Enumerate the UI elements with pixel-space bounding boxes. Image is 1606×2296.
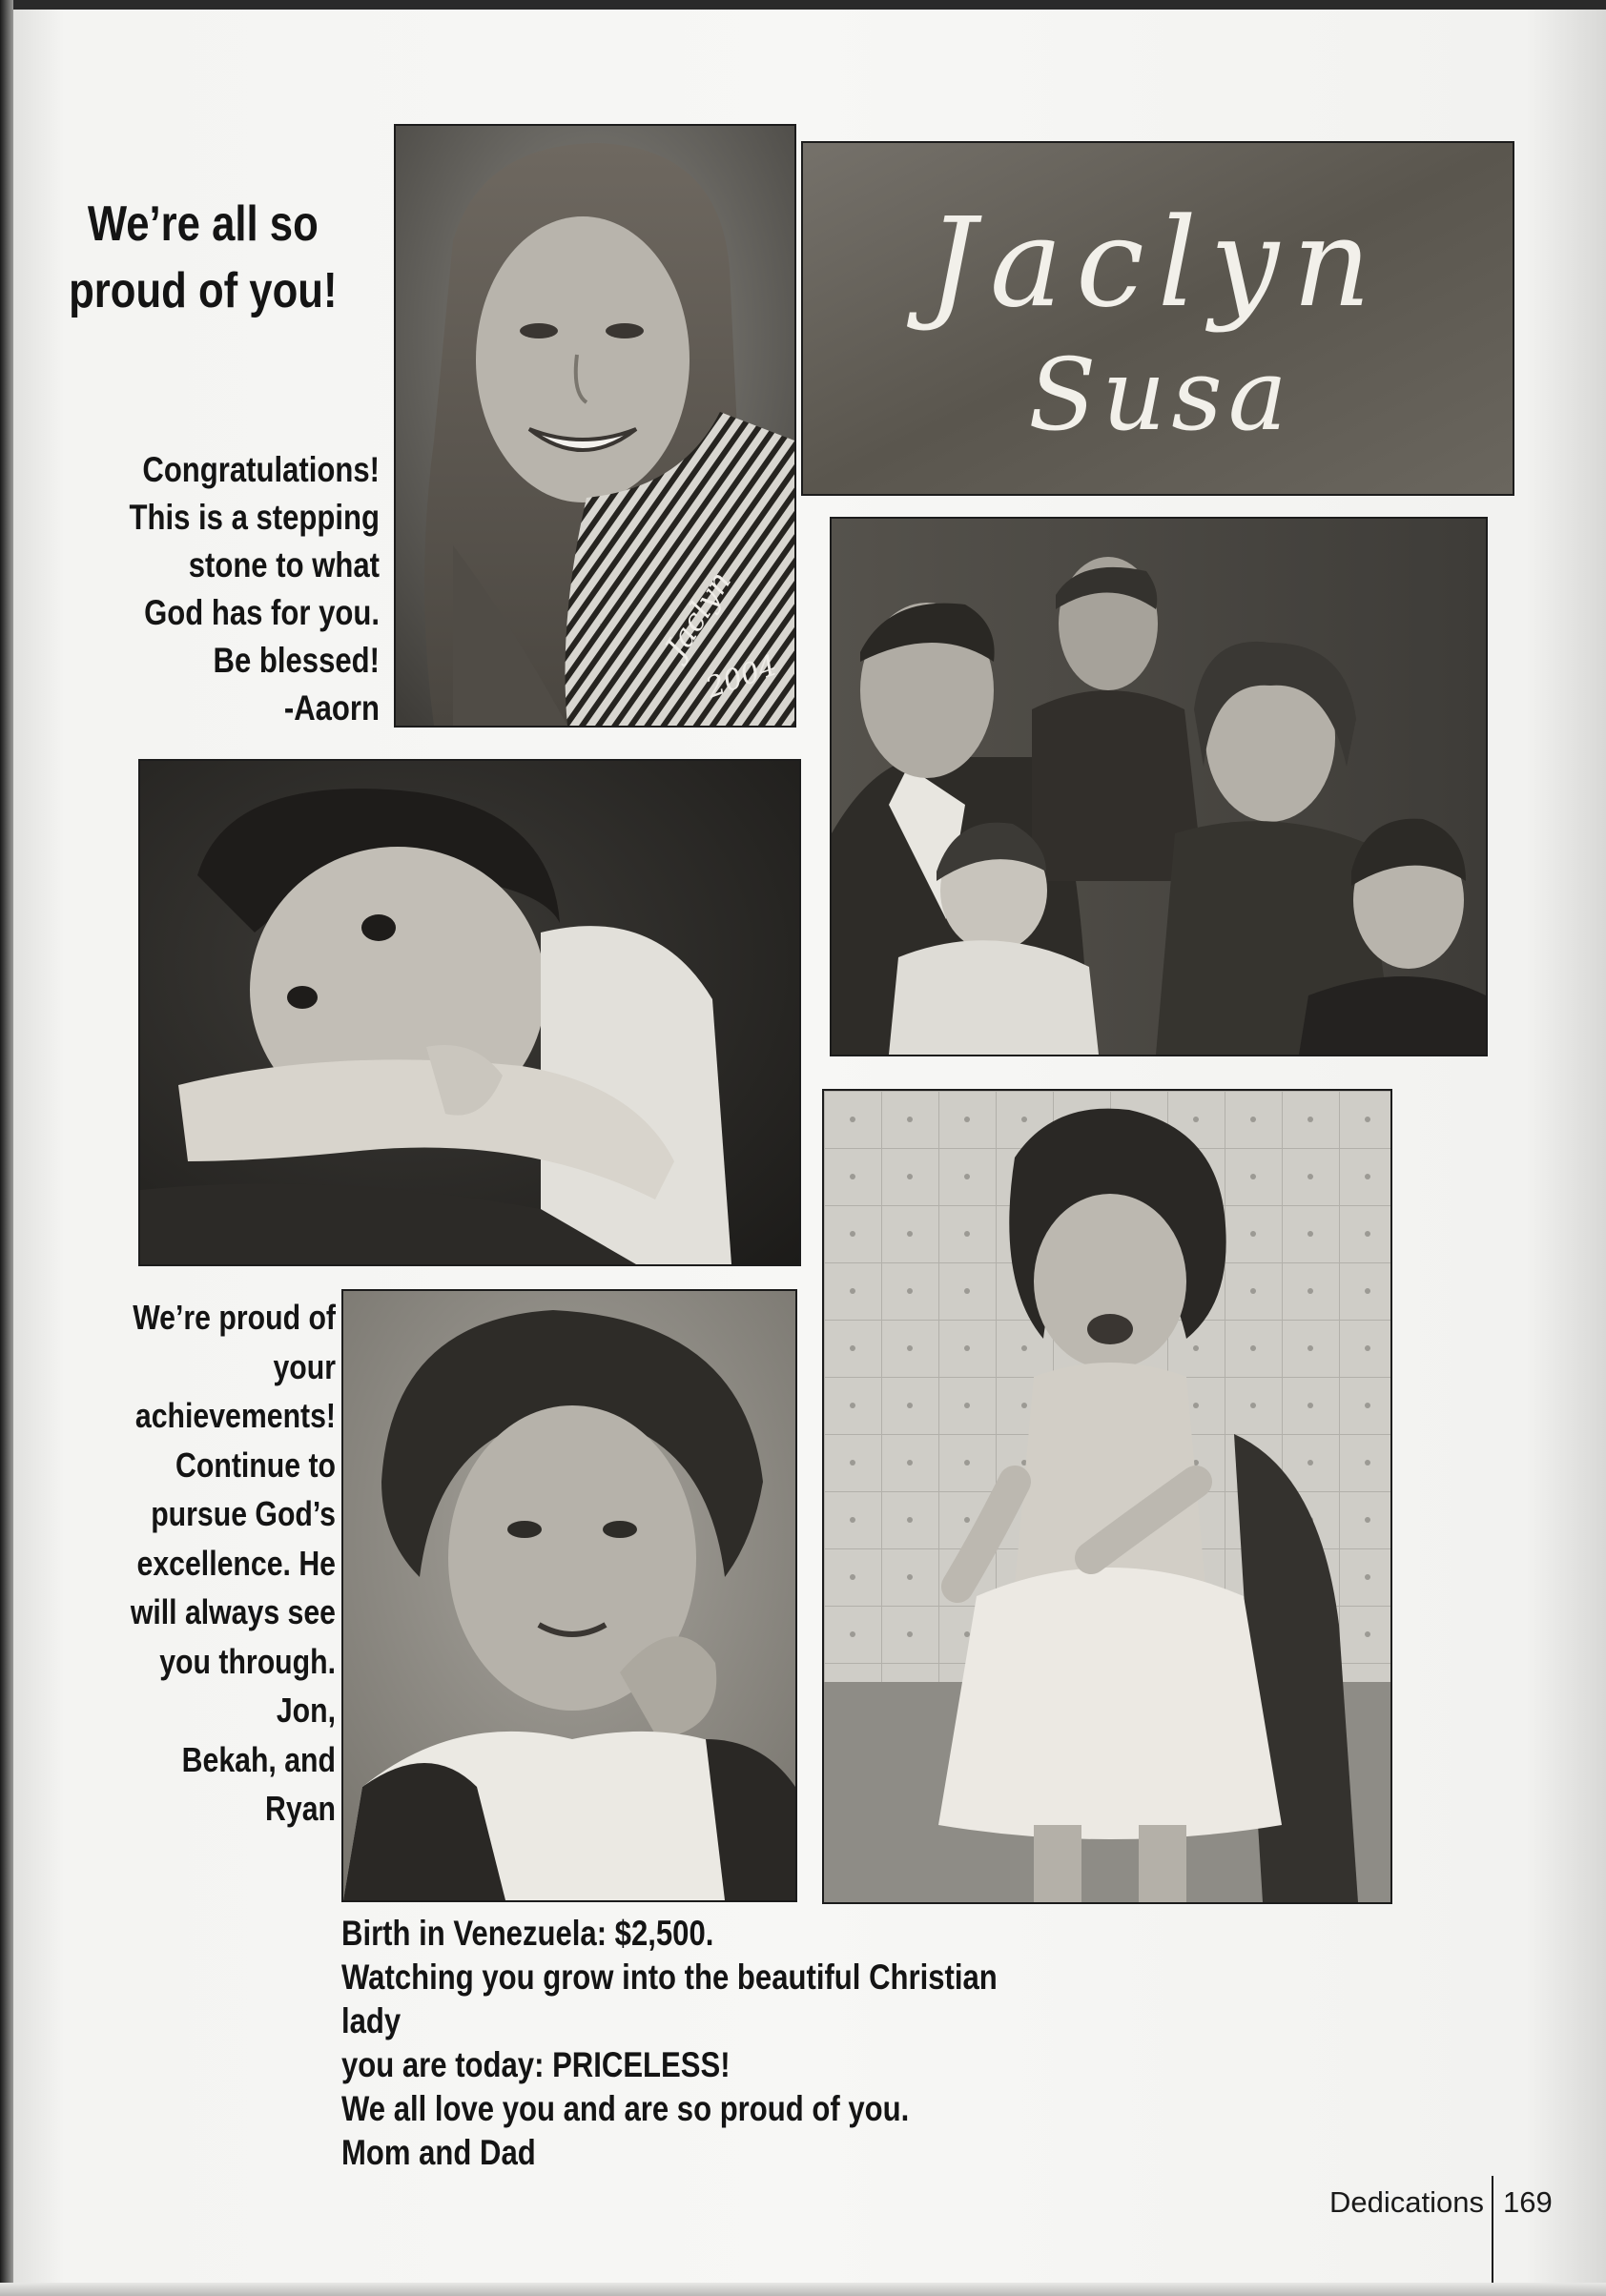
toddler-standing-photo [822,1089,1392,1904]
bottom-edge-shadow [0,2283,1606,2296]
name-banner [801,141,1514,496]
family-portrait-photo [830,517,1488,1056]
footer-page-number: 169 [1503,2185,1553,2219]
footer-divider [1492,2176,1493,2296]
girl-portrait-photo [341,1289,797,1902]
portrait-signature-name: Jaclyn [657,564,739,665]
toddler-resting-photo [138,759,801,1266]
top-edge-shadow [0,0,1606,10]
dedication-note-aaron: Congratulations! This is a stepping stone to what God has for you. Be blessed! -Aaorn [129,450,380,728]
dedication-note-parents: Birth in Venezuela: $2,500. Watching you grow into the beautiful Christian lady you are today: PRICELESS! We all love you and are so proud of you. Mom and Dad [341,1914,998,2172]
banner-first-name: Jaclyn [927,193,1385,335]
senior-portrait-photo [394,124,796,728]
footer-section-title: Dedications [1329,2185,1484,2219]
page-binding-shadow [0,0,13,2296]
dedication-note-siblings: We’re proud of your achievements! Continue to pursue God’s excellence. He will always see you through. Jon, Bekah, and Ryan [130,1298,336,1828]
portrait-signature-year: 2004 [701,648,782,706]
page-headline: We’re all so proud of you! [69,196,338,318]
banner-last-name: Susa [1028,337,1293,453]
